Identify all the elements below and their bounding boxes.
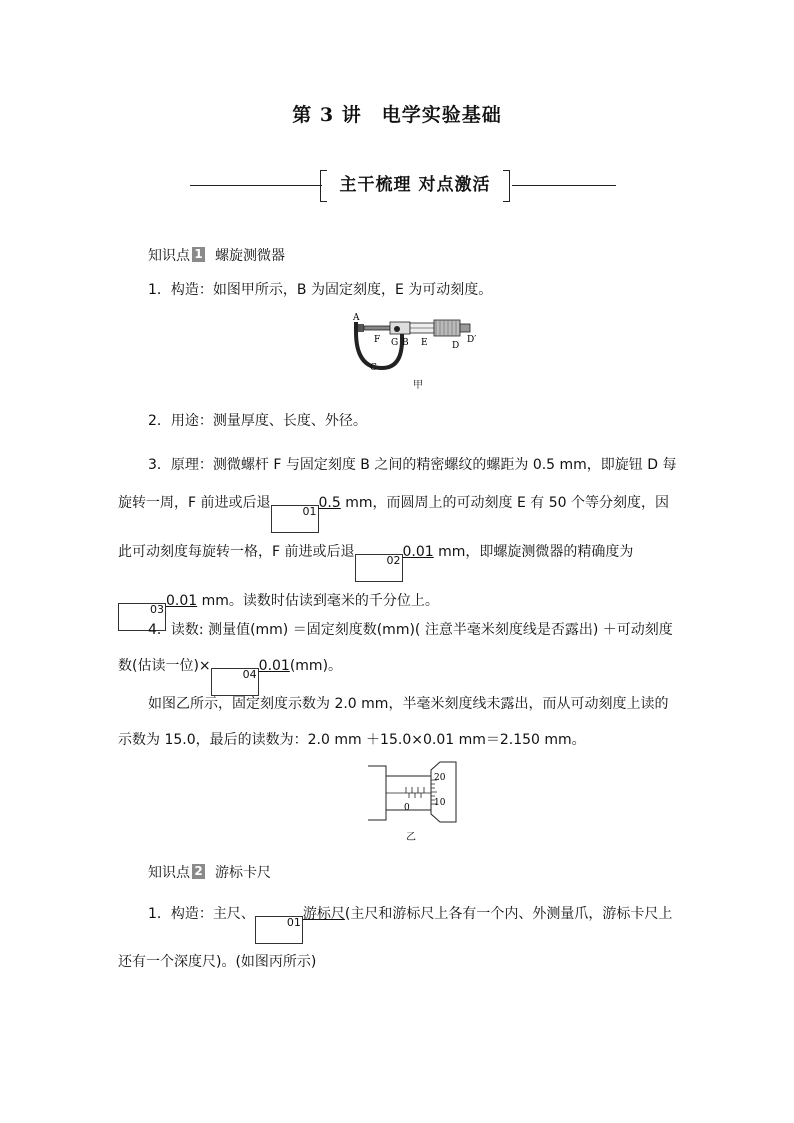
banner-left-rule [190,185,322,186]
item-structure: 1．构造：如图甲所示，B 为固定刻度，E 为可动刻度。 [148,282,493,298]
section-banner [190,168,616,204]
reading-drawing [368,758,468,826]
label-g: G [391,338,399,348]
blank-01b: 01 [255,916,303,944]
kp-number-badge: 2 [192,864,205,879]
label-d-prime: D′ [467,335,477,345]
principle-text-4: mm。读数时估读到毫米的千分位上。 [197,593,439,609]
answer-04: 0.01 [258,658,290,674]
label-e: E [421,338,428,348]
item-usage: 2．用途：测量厚度、长度、外径。 [148,413,367,429]
answer-02: 0.01 [402,544,434,560]
item-principle [118,446,678,631]
caliper-text-2: (主尺和游标尺上各有一个内、外测量爪，游标卡尺上还有一个深度尺)。(如图丙所示) [118,906,673,970]
blank-03: 03 [118,603,166,631]
reading-text-1: 4．读数: 测量值(mm) ＝固定刻度数(mm)( 注意半毫米刻度线是否露出) ＋可动刻度数(估读一位)× [118,622,673,674]
banner-label: 主干梳理 对点激活 [320,170,510,200]
principle-text-2: mm，而圆周上的可动刻度 E 有 50 个等分刻度，因此可动刻度每旋转一格，F 前进或后退 [118,495,669,560]
scale-10: 10 [434,798,446,808]
label-c: C [370,363,377,373]
knowledge-point-1 [148,245,285,265]
caliper-text-1: 1．构造：主尺、 [148,906,255,922]
blank-01: 01 [271,505,319,533]
kp-prefix: 知识点 [148,248,190,264]
kp-title: 螺旋测微器 [215,248,285,264]
label-d: D [452,341,460,351]
figure-caption-jia: 甲 [413,380,423,391]
scale-0: 0 [404,803,410,813]
item-caliper-structure [118,896,678,980]
page-title: 第 3 讲 电学实验基础 [292,104,502,126]
figure-caption-yi: 乙 [406,832,416,843]
blank-04: 04 [211,668,259,696]
principle-text-3: mm，即螺旋测微器的精确度为 [433,544,634,560]
item-reading [118,612,678,696]
answer-01b: 游标尺 [302,906,345,922]
answer-03: 0.01 [166,593,198,609]
answer-01: 0.5 [318,495,341,511]
label-f: F [374,335,381,345]
reading-text-2: (mm)。 [289,658,343,674]
kp-title: 游标卡尺 [215,865,271,881]
label-b: B [402,338,409,348]
label-a: A [353,313,360,323]
scale-20: 20 [434,773,446,783]
blank-02: 02 [355,554,403,582]
figure-micrometer [340,310,490,390]
banner-right-rule [512,185,616,186]
kp-number-badge: 1 [192,247,205,262]
item-example: 如图乙所示，固定刻度示数为 2.0 mm，半毫米刻度线未露出，而从可动刻度上读的示数为 15.0，最后的读数为：2.0 mm ＋15.0×0.01 mm＝2.150 mm。 [118,696,669,748]
kp-prefix: 知识点 [148,865,190,881]
knowledge-point-2 [148,862,271,882]
principle-text-1: 3．原理：测微螺杆 F 与固定刻度 B 之间的精密螺纹的螺距为 0.5 mm，即旋钮 D 每旋转一周，F 前进或后退 [118,457,677,511]
figure-reading [368,758,468,843]
